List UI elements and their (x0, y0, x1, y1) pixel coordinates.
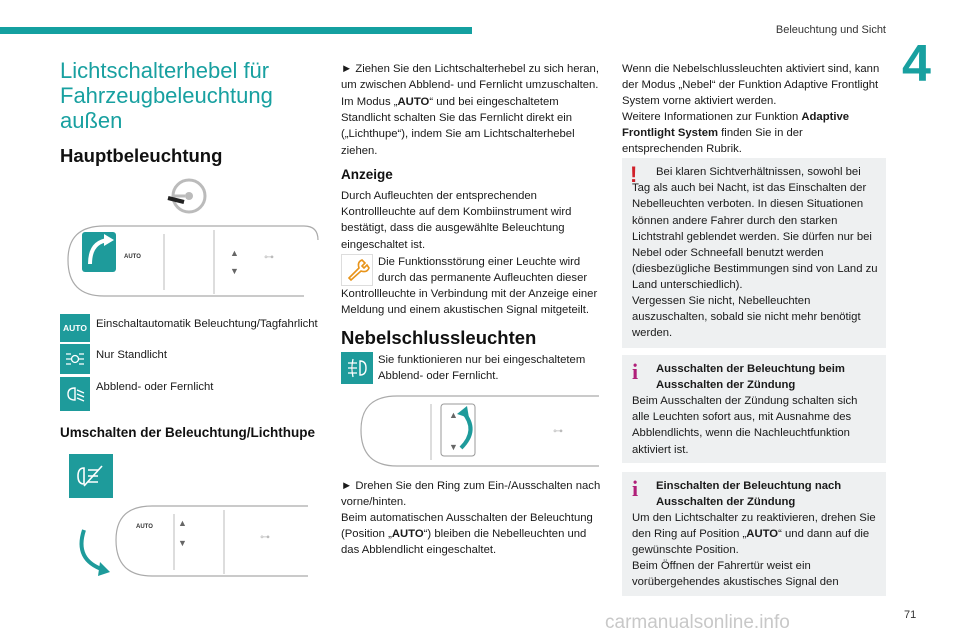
info1-text: Beim Ausschalten der Zündung schalten sich alle Leuchten sofort aus, mit Ausnahme des Abblendlichts, wenn die Nachleuchtfunktion aktiviert ist. (632, 395, 858, 456)
chapter-number: 4 (902, 35, 931, 93)
info2-text-2: Beim Öffnen der Fahrertür weist ein vorübergehendes akustisches Signal den (632, 560, 839, 589)
heading-umschalten: Umschalten der Beleuchtung/Lichthupe (60, 425, 316, 440)
nebel-modus-text: Wenn die Nebelschlussleuchten aktiviert sind, kann der Modus „Nebel“ der Funktion Adaptive Frontlight System vorne aktiviert werden. (622, 63, 880, 108)
ring-text: ► Drehen Sie den Ring zum Ein-/Ausschalten nach vorne/hinten. (341, 480, 601, 509)
nebel-text: Sie funktionieren nur bei eingeschaltetem Abblend- oder Fernlicht. (378, 354, 586, 383)
header-accent-bar (0, 27, 472, 34)
heading-anzeige: Anzeige (341, 167, 393, 182)
high-beam-flash-icon (69, 454, 113, 498)
steering-wheel-icon (166, 176, 212, 216)
fault-text-a: Die Funktionsstörung einer Leuchte wird durch das permanente Aufleuchten dieser (378, 256, 588, 285)
legend-sidelight-text: Nur Standlicht (96, 349, 167, 361)
fog-ring-diagram (341, 390, 603, 472)
heading-hauptbeleuchtung: Hauptbeleuchtung (60, 145, 223, 166)
watermark: carmanualsonline.info (605, 612, 790, 633)
legend-auto-text: Einschaltautomatik Beleuchtung/Tagfahrlicht (96, 318, 318, 330)
pull-stalk-text: ► Ziehen Sie den Lichtschalterhebel zu sich heran, um zwischen Abblend- und Fernlicht umzuschalten. (341, 63, 599, 92)
svg-text:▲: ▲ (230, 248, 239, 258)
warning-icon: ! (630, 162, 638, 187)
light-stalk-diagram (64, 220, 320, 302)
section-title: Beleuchtung und Sicht (775, 24, 886, 36)
info-note-ausschalten (622, 355, 886, 463)
warning-note (622, 158, 886, 348)
auto-off-text: Beim automatischen Ausschalten der Beleuchtung (Position „AUTO“) bleiben die Nebelleuchten und das Abblendlicht eingeschaltet. (341, 512, 593, 557)
svg-text:▼: ▼ (230, 266, 239, 276)
info2-title: Einschalten der Beleuchtung nach Ausschalten der Zündung (656, 480, 842, 509)
info-icon: i (632, 359, 639, 384)
info-icon-2: i (632, 476, 639, 501)
sidelight-icon (60, 344, 90, 374)
auto-icon: AUTO (60, 314, 90, 342)
svg-text:▲: ▲ (449, 410, 458, 420)
anzeige-text: Durch Aufleuchten der entsprechenden Kontrollleuchte auf dem Kombiinstrument wird bestätigt, dass die ausgewählte Beleuchtung eingeschaltet ist. (341, 190, 572, 251)
heading-nebelschlussleuchten: Nebelschlussleuchten (341, 327, 537, 348)
svg-text:▲: ▲ (178, 518, 187, 528)
fault-text-b: Kontrollleuchte in Verbindung mit der Anzeige einer Meldung und einem akustischen Signal mitgeteilt. (341, 288, 598, 317)
info-note-einschalten (622, 472, 886, 596)
svg-text:⊶: ⊶ (264, 252, 274, 263)
auto-mode-text: Im Modus „AUTO“ und bei eingeschaltetem Standlicht schalten Sie das Fernlicht direkt ein („Lichthupe“), indem Sie am Lichtschalterhebel ziehen. (341, 96, 575, 157)
info1-title: Ausschalten der Beleuchtung beim Ausschalten der Zündung (656, 363, 845, 392)
wrench-icon (341, 254, 373, 286)
page-number: 71 (904, 609, 917, 621)
afs-reference-text: Weitere Informationen zur Funktion Adaptive Frontlight System finden Sie in der entsprechenden Rubrik. (622, 111, 850, 156)
page-title: Lichtschalterhebel für Fahrzeugbeleuchtung außen (60, 58, 273, 133)
svg-text:⊶: ⊶ (553, 426, 563, 437)
dipped-beam-icon (60, 377, 90, 411)
warning-text-2: Vergessen Sie nicht, Nebelleuchten auszuschalten, sobald sie nicht mehr benötigt werden. (632, 295, 861, 340)
legend-dipped-text: Abblend- oder Fernlicht (96, 381, 214, 393)
svg-text:▼: ▼ (178, 538, 187, 548)
diagram-auto-label-2: AUTO (136, 524, 153, 530)
svg-text:▼: ▼ (449, 442, 458, 452)
info2-text: Um den Lichtschalter zu reaktivieren, drehen Sie den Ring auf Position „AUTO“ und dann auf die gewünschte Position. (632, 512, 876, 557)
warning-text: Bei klaren Sichtverhältnissen, sowohl bei Tag als auch bei Nacht, ist das Einschalten der Nebelleuchten verboten. In diesen Situationen können andere Fahrer durch den starken Lichtstrahl geblendet werden. Sie dürfen nur bei Nebel oder Schneefall benutzt werden (diesbezügliche Bestimmungen sind von Land zu Land unterschiedlich). (632, 166, 878, 292)
diagram-auto-label: AUTO (124, 254, 141, 260)
svg-text:⊶: ⊶ (260, 532, 270, 543)
light-stalk-pull-diagram (64, 500, 320, 582)
rear-fog-light-icon (341, 352, 373, 384)
